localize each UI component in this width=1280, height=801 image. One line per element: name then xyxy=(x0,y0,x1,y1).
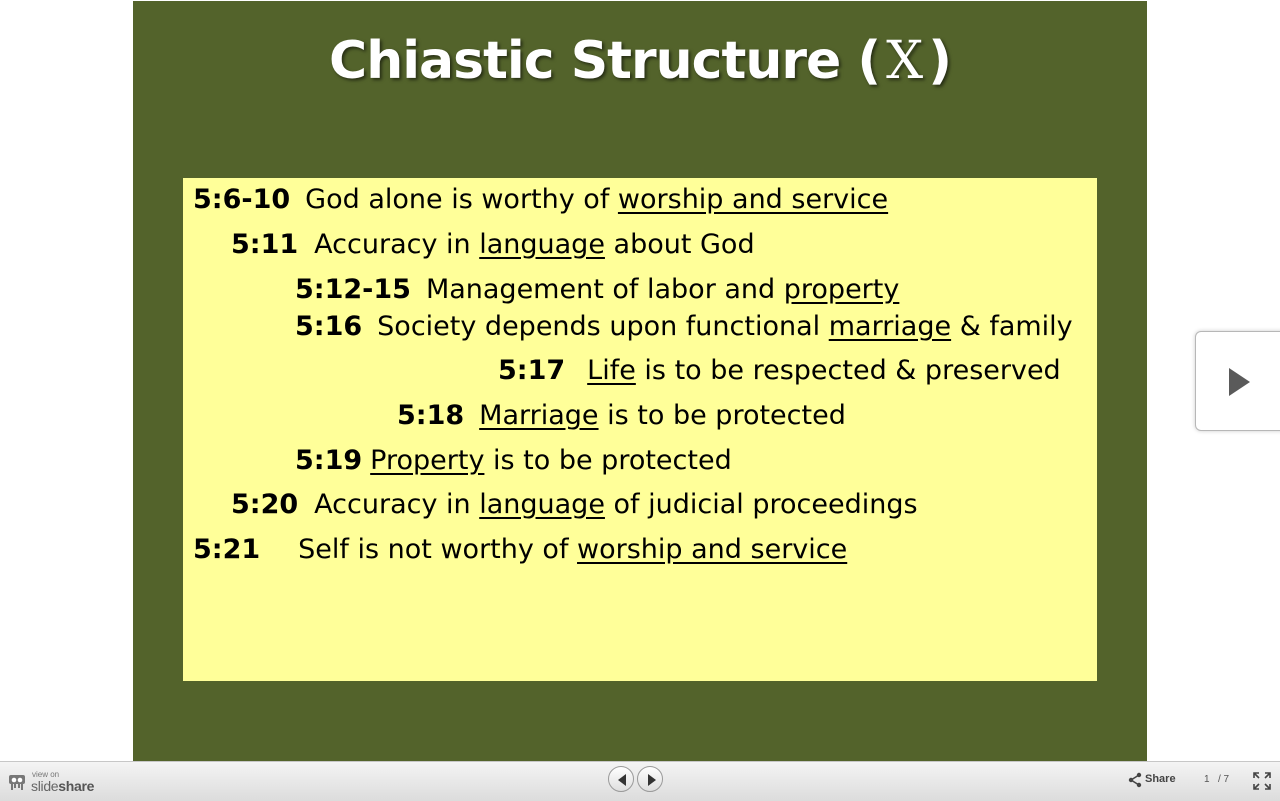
verse-ref: 5:19 xyxy=(295,445,363,476)
line-underlined: language xyxy=(479,229,605,260)
brand-small-text: view on xyxy=(32,770,60,779)
slide-title-text: Chiastic Structure ( xyxy=(329,31,881,91)
verse-ref: 5:12-15 xyxy=(295,274,411,305)
verse-ref: 5:17 xyxy=(498,355,566,386)
line-text-end: is to be respected & preserved xyxy=(635,355,1061,386)
chiasm-content-box xyxy=(183,178,1097,681)
share-label: Share xyxy=(1145,773,1176,785)
next-slide-toolbar-button[interactable] xyxy=(637,766,663,792)
line-text-end: of judicial proceedings xyxy=(604,489,918,520)
chiasm-line-4 xyxy=(295,311,1073,343)
fullscreen-button[interactable] xyxy=(1253,772,1271,790)
bottom-toolbar xyxy=(0,761,1280,801)
line-text-end: is to be protected xyxy=(598,400,846,431)
next-slide-button[interactable] xyxy=(1195,331,1280,431)
verse-ref: 5:16 xyxy=(295,311,363,342)
line-text: Management of labor and xyxy=(425,274,784,305)
chiasm-line-2 xyxy=(231,229,755,261)
verse-ref: 5:21 xyxy=(193,534,261,565)
chiasm-line-6 xyxy=(397,400,846,432)
next-arrow-icon xyxy=(645,773,657,787)
line-underlined: marriage xyxy=(828,311,952,342)
brand-name-light: slide xyxy=(31,778,59,794)
line-underlined: language xyxy=(479,489,605,520)
line-text: Society depends upon functional xyxy=(377,311,829,342)
line-underlined: worship and service xyxy=(617,184,889,215)
chiasm-line-8 xyxy=(231,489,918,521)
verse-ref: 5:18 xyxy=(397,400,465,431)
line-underlined: worship and service xyxy=(577,534,848,565)
chiasm-line-1 xyxy=(193,184,888,216)
line-underlined: Property xyxy=(370,445,485,476)
line-text-end: about God xyxy=(604,229,755,260)
chiasm-line-5 xyxy=(498,355,1061,387)
line-underlined: Marriage xyxy=(479,400,599,431)
brand-name-bold: share xyxy=(58,778,95,794)
brand-name xyxy=(31,778,94,794)
play-icon xyxy=(1226,366,1252,398)
line-text: God alone is worthy of xyxy=(305,184,618,215)
fullscreen-icon xyxy=(1253,772,1271,790)
line-text-end: & family xyxy=(951,311,1073,342)
line-underlined: property xyxy=(783,274,900,305)
line-text: Self is not worthy of xyxy=(298,534,578,565)
previous-slide-button[interactable] xyxy=(608,766,634,792)
chiasm-line-7 xyxy=(295,445,732,477)
slide xyxy=(133,1,1147,761)
chiasm-line-3 xyxy=(295,274,899,306)
page-total: / 7 xyxy=(1218,774,1230,785)
line-text-end: is to be protected xyxy=(484,445,732,476)
slide-title-close: ) xyxy=(928,31,951,91)
verse-ref: 5:11 xyxy=(231,229,299,260)
chiasm-line-9 xyxy=(193,534,847,566)
prev-arrow-icon xyxy=(616,773,628,787)
share-icon xyxy=(1128,772,1142,788)
page-current: 1 xyxy=(1204,774,1210,785)
verse-ref: 5:6-10 xyxy=(193,184,291,215)
chi-symbol: Χ xyxy=(886,31,923,91)
line-text: Accuracy in xyxy=(314,229,480,260)
slide-title xyxy=(133,31,1147,91)
line-underlined: Life xyxy=(587,355,636,386)
verse-ref: 5:20 xyxy=(231,489,299,520)
slideshare-logo-icon xyxy=(8,774,26,792)
line-text: Accuracy in xyxy=(314,489,480,520)
